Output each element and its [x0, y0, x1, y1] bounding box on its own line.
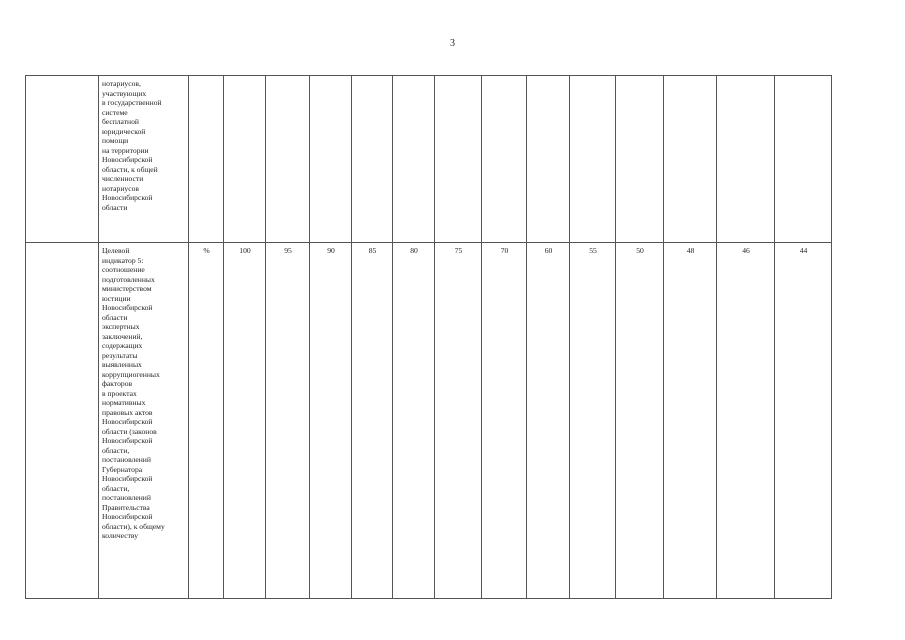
unit-cell — [189, 76, 224, 243]
value-cell: 60 — [527, 243, 570, 599]
value-cell — [482, 76, 527, 243]
indicator-description: нотариусов, участвующих в государственной системе бесплатной юридической помощи на территории Новосибирской области, к общей численности нотариусов Новосибирской области — [99, 76, 189, 243]
value-cell: 95 — [266, 243, 310, 599]
indicator-table — [25, 75, 832, 599]
value-cell — [435, 76, 482, 243]
value-cell: 80 — [393, 243, 435, 599]
empty-cell — [26, 243, 99, 599]
value-cell: 48 — [664, 243, 717, 599]
value-cell: 70 — [482, 243, 527, 599]
indicator-description: Целевой индикатор 5: соотношение подготовленных министерством юстиции Новосибирской области экспертных заключений, содержащих результаты выявленных коррупциогенных факторов в проектах нормативных правовых актов Новосибирской области (законов Новосибирской области, постановлений Губернатора Новосибирской области, постановлений Правительства Новосибирской области), к общему количеству — [99, 243, 189, 599]
value-cell: 85 — [352, 243, 393, 599]
value-cell — [775, 76, 832, 243]
value-cell: 50 — [616, 243, 664, 599]
value-cell — [527, 76, 570, 243]
value-cell — [717, 76, 775, 243]
value-cell — [570, 76, 616, 243]
value-cell: 100 — [224, 243, 266, 599]
table-row — [26, 76, 832, 243]
page-number: 3 — [450, 38, 455, 49]
empty-cell — [26, 76, 99, 243]
value-cell — [310, 76, 352, 243]
value-cell: 46 — [717, 243, 775, 599]
table-row — [26, 243, 832, 599]
value-cell — [393, 76, 435, 243]
value-cell: 44 — [775, 243, 832, 599]
value-cell — [664, 76, 717, 243]
value-cell — [266, 76, 310, 243]
value-cell — [616, 76, 664, 243]
unit-cell: % — [189, 243, 224, 599]
value-cell: 90 — [310, 243, 352, 599]
value-cell: 55 — [570, 243, 616, 599]
value-cell — [224, 76, 266, 243]
value-cell: 75 — [435, 243, 482, 599]
value-cell — [352, 76, 393, 243]
